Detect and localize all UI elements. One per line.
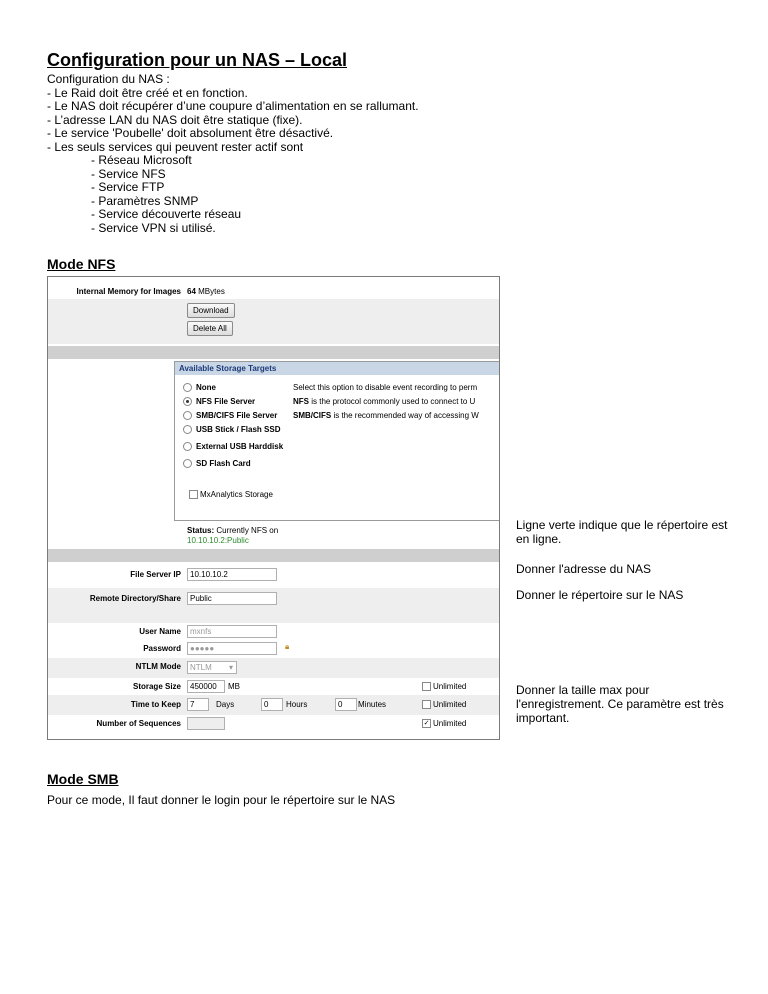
service-item: - Réseau Microsoft [91,153,192,167]
page-title: Configuration pour un NAS – Local [47,50,347,70]
memory-unit: MBytes [198,287,225,296]
time-to-keep-row [48,695,499,715]
target-nfs-label: NFS File Server [196,397,256,406]
storage-size-label: Storage Size [132,682,181,691]
storage-size-row [48,678,499,695]
ntlm-select[interactable] [187,661,237,674]
note-max-size: Donner la taille max pour l'enregistrement. Ce paramètre est très important. [516,683,724,725]
service-item: - Service découverte réseau [91,207,242,221]
time-to-keep-label: Time to Keep [130,700,181,709]
service-item: - Service FTP [91,180,165,194]
hours-input[interactable]: 0 [261,698,283,711]
lock-icon: 🔒︎ [285,642,290,651]
note-nas-address: Donner l'adresse du NAS [516,562,652,576]
sequences-row [48,715,499,732]
intro-line: Configuration du NAS : [47,72,170,86]
password-input[interactable]: ●●●●● [187,642,277,655]
days-unit: Days [216,700,235,709]
radio-usb-stick[interactable] [183,425,192,434]
target-smb-desc-bold: SMB/CIFS [293,411,332,420]
note-nas-directory: Donner le répertoire sur le NAS [516,588,684,602]
mxanalytics-checkbox[interactable] [189,490,198,499]
target-nfs-desc: is the protocol commonly used to connect to U [309,397,476,406]
radio-none[interactable] [183,383,192,392]
storage-size-input[interactable]: 450000 [187,680,225,693]
days-input[interactable]: 7 [187,698,209,711]
remote-dir-label: Remote Directory/Share [89,594,181,603]
storage-unlimited-label: Unlimited [433,682,467,691]
radio-usb-harddisk[interactable] [183,442,192,451]
radio-smb[interactable] [183,411,192,420]
status-text: Currently NFS on [216,526,279,535]
sequences-unlimited-label: Unlimited [433,719,467,728]
nfs-heading: Mode NFS [47,256,116,272]
sequences-input[interactable] [187,717,225,730]
hours-unit: Hours [286,700,308,709]
section-divider [48,346,499,359]
intro-text [47,73,419,235]
radio-sd-card[interactable] [183,459,192,468]
intro-line: - Les seuls services qui peuvent rester actif sont [47,139,304,154]
memory-label: Internal Memory for Images [76,287,181,296]
time-unlimited-checkbox[interactable] [422,700,431,709]
smb-text: Pour ce mode, Il faut donner le login pour le répertoire sur le NAS [47,793,396,807]
file-server-ip-row [48,564,499,588]
section-divider [48,549,499,562]
status-line [187,526,278,535]
target-none-label: None [196,383,216,392]
target-usb-harddisk-label: External USB Harddisk [196,442,284,451]
chevron-down-icon: ▾ [228,663,233,672]
intro-line: - L’adresse LAN du NAS doit être statique (fixe). [47,112,303,127]
smb-heading: Mode SMB [47,771,119,787]
password-label: Password [143,644,181,653]
intro-line: - Le service 'Poubelle' doit absolument être désactivé. [47,126,334,140]
user-name-input[interactable]: mxnfs [187,625,277,638]
storage-targets-title: Available Storage Targets [175,362,500,375]
nfs-settings-screenshot [47,276,500,740]
intro-line: - Le NAS doit récupérer d’une coupure d’alimentation en se rallumant. [47,99,419,113]
minutes-unit: Minutes [358,700,387,709]
user-name-label: User Name [139,627,181,636]
target-smb-label: SMB/CIFS File Server [196,411,278,420]
password-row [48,641,499,657]
minutes-input[interactable]: 0 [335,698,357,711]
service-item: - Paramètres SNMP [91,193,199,208]
storage-unlimited-checkbox[interactable] [422,682,431,691]
target-sd-card-label: SD Flash Card [196,459,251,468]
delete-all-button[interactable]: Delete All [187,321,233,336]
target-usb-stick-label: USB Stick / Flash SSD [196,425,281,434]
file-server-ip-label: File Server IP [130,570,181,579]
target-none-desc: Select this option to disable event recording to perm [293,383,478,392]
file-server-ip-input[interactable]: 10.10.10.2 [187,568,277,581]
service-item: - Service NFS [91,166,166,181]
sequences-unlimited-checkbox[interactable]: ✓ [423,720,430,727]
ntlm-row [48,658,499,678]
storage-targets-box [174,361,500,521]
status-target: 10.10.10.2:Public [187,536,249,545]
note-green-line: Ligne verte indique que le répertoire est en ligne. [516,518,728,546]
download-button[interactable]: Download [187,303,235,318]
target-smb-desc: is the recommended way of accessing W [331,411,479,420]
radio-nfs[interactable] [183,397,192,406]
time-unlimited-label: Unlimited [433,700,467,709]
mxanalytics-label: MxAnalytics Storage [200,490,273,499]
target-nfs-desc-bold: NFS [293,397,309,406]
memory-row [48,285,499,299]
storage-size-unit: MB [228,682,240,691]
memory-actions-row [48,299,499,344]
memory-value: 64 [187,287,196,296]
intro-line: - Le Raid doit être créé et en fonction. [47,85,248,100]
user-name-row [48,625,499,641]
remote-dir-row [48,588,499,623]
status-label: Status: [187,526,215,535]
remote-dir-input[interactable]: Public [187,592,277,605]
sequences-label: Number of Sequences [96,719,181,728]
service-item: - Service VPN si utilisé. [91,220,216,235]
ntlm-label: NTLM Mode [135,662,181,671]
ntlm-value: NTLM [190,663,212,672]
